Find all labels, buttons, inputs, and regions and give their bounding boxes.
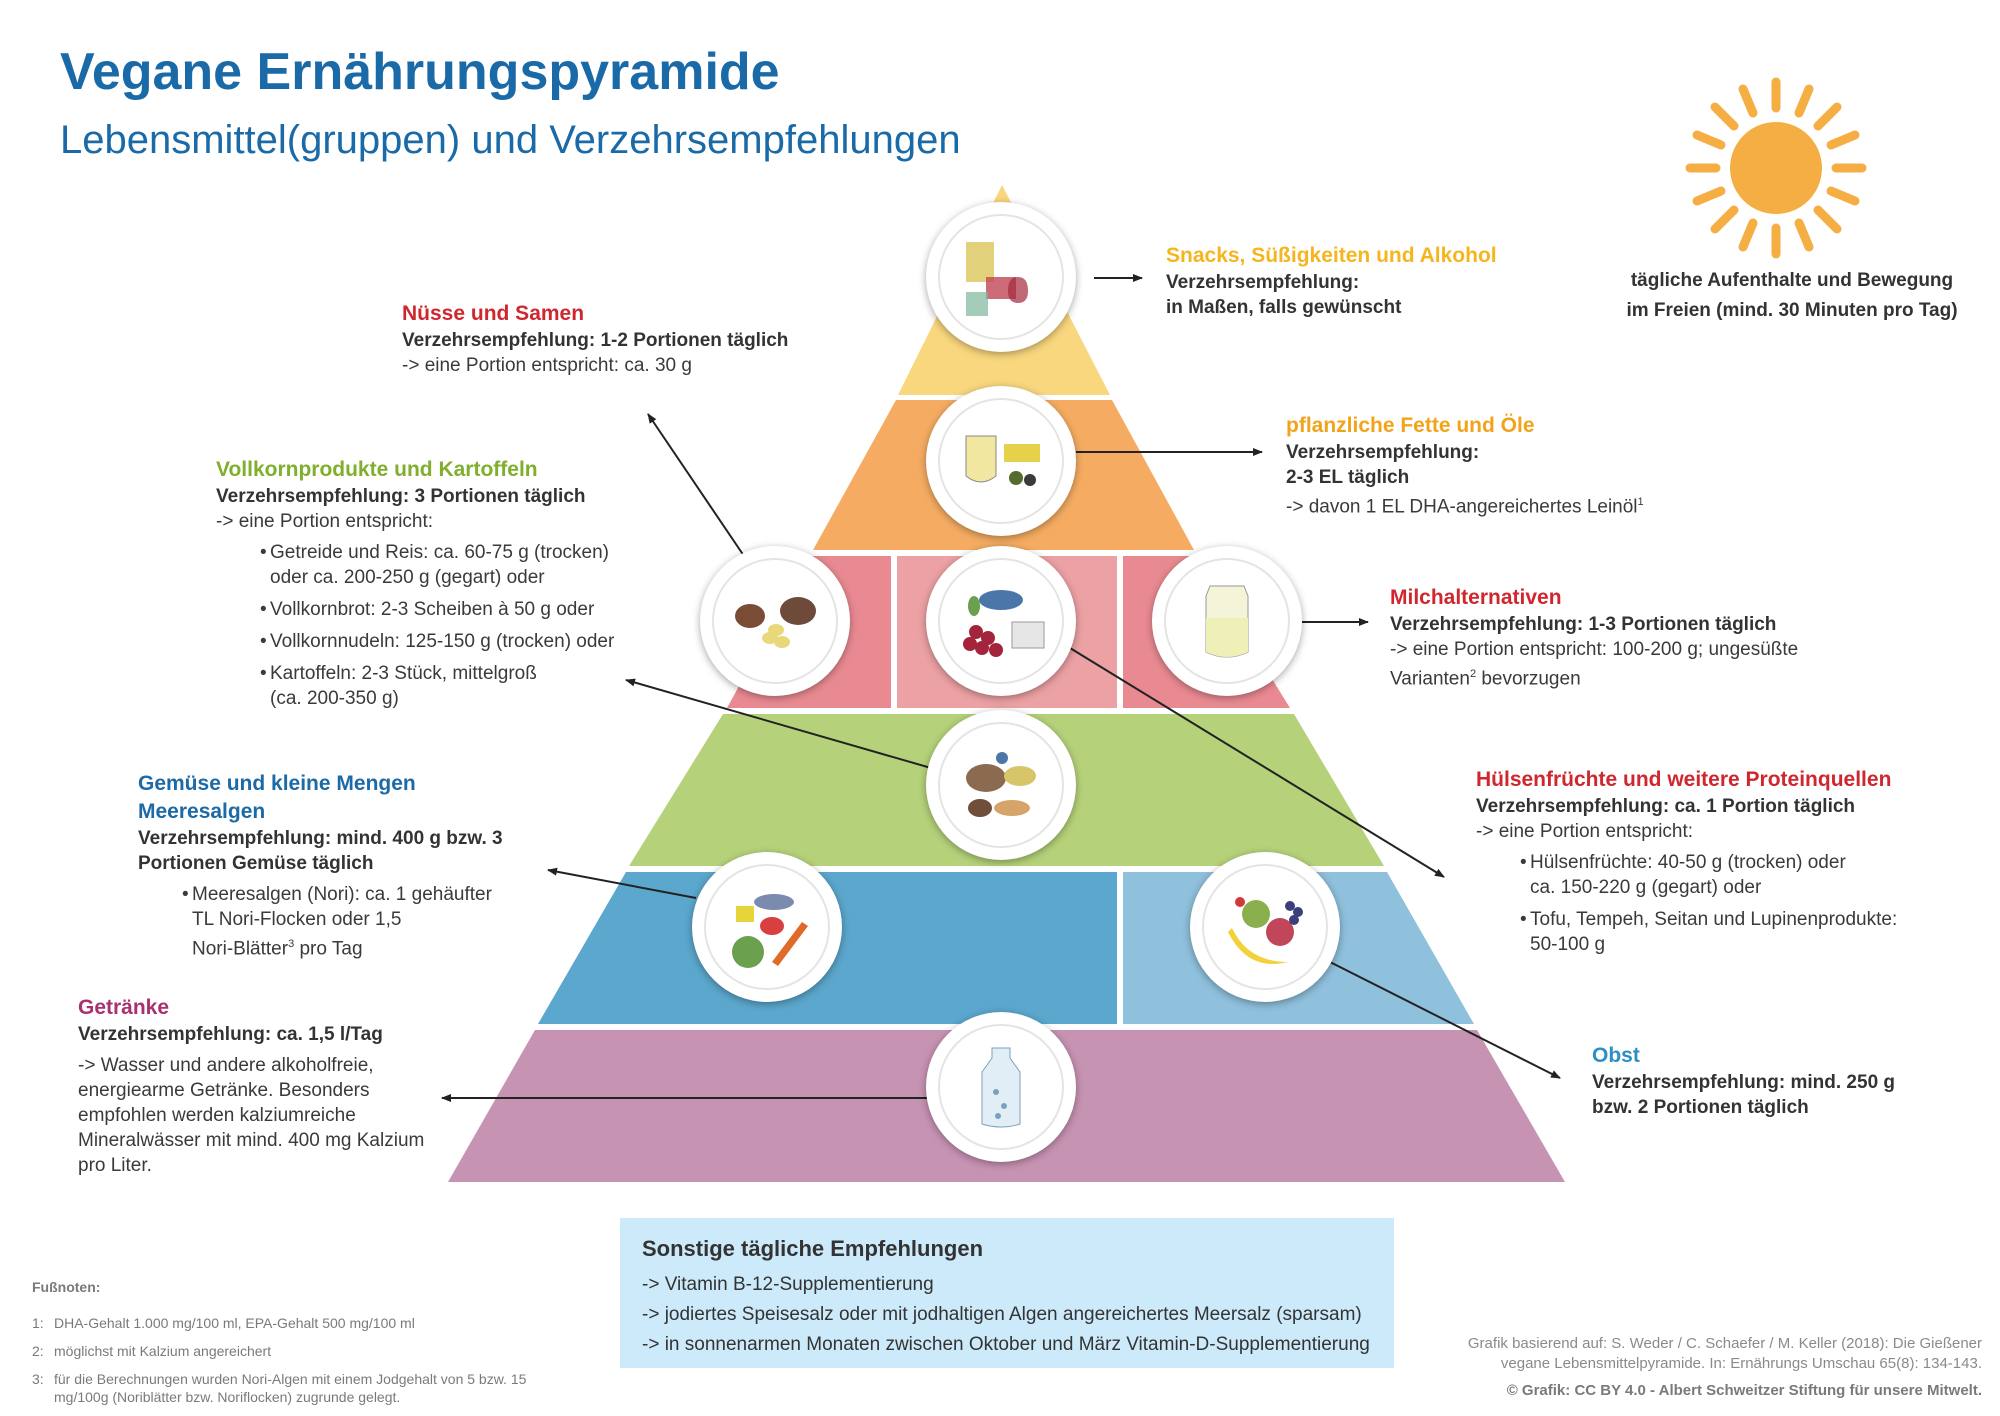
footnote-number: 1:	[32, 1315, 44, 1331]
plantmilk-plate	[1152, 546, 1302, 696]
oil-bottle-icon	[938, 398, 1064, 524]
legumes-item-1a: • Hülsenfrüchte: 40-50 g (trocken) oder	[1530, 852, 1846, 873]
legumes-item-1b: ca. 150-220 g (gegart) oder	[1530, 877, 1762, 898]
vegetables-item-c1: Nori-Blätter	[192, 938, 289, 960]
footnote-number: 2:	[32, 1343, 44, 1359]
fats-line1	[1286, 490, 1644, 519]
fats-line1-text: -> davon 1 EL DHA-angereichertes Leinöl	[1286, 496, 1638, 518]
plantmilk-line2a: Varianten	[1390, 668, 1470, 690]
footnote-text: für die Berechnungen wurden Nori-Algen mit einem Jodgehalt von 5 bzw. 15 mg/100g (Noriblätter bzw. Noriflocken) zugrunde gelegt.	[54, 1371, 527, 1405]
vegetables-icon	[704, 864, 830, 990]
footnote-number: 3:	[32, 1371, 44, 1387]
drinks-text	[78, 1053, 424, 1178]
drinks-sweets-icon	[938, 214, 1064, 340]
fruit-rec1: Verzehrsempfehlung: mind. 250 g	[1592, 1072, 1896, 1093]
grains-line1: -> eine Portion entspricht:	[216, 511, 434, 532]
nuts-icon	[712, 558, 838, 684]
legumes-rec: Verzehrsempfehlung: ca. 1 Portion täglich	[1476, 796, 1856, 817]
nuts-plate	[700, 546, 850, 696]
fats-rec: Verzehrsempfehlung:	[1286, 442, 1480, 463]
vegetables-heading2: Meeresalgen	[138, 800, 266, 823]
label-grains	[216, 456, 614, 718]
vegetables-rec1: Verzehrsempfehlung: mind. 400 g bzw. 3	[138, 828, 503, 849]
fruit-plate	[1190, 852, 1340, 1002]
list-item	[270, 597, 614, 622]
grains-item-1a: • Getreide und Reis: ca. 60-75 g (trocken)	[270, 542, 610, 563]
grains-item-2: • Vollkornbrot: 2-3 Scheiben à 50 g oder	[270, 599, 595, 620]
fats-heading: pflanzliche Fette und Öle	[1286, 414, 1535, 437]
vegetables-item-c2: pro Tag	[294, 938, 363, 960]
other-recommendation-item: -> in sonnenarmen Monaten zwischen Oktober und März Vitamin-D-Supplementierung	[642, 1334, 1370, 1355]
sun-label-line2: im Freien (mind. 30 Minuten pro Tag)	[1626, 300, 1958, 321]
grains-item-4b: (ca. 200-350 g)	[270, 688, 399, 709]
legumes-heading: Hülsenfrüchte und weitere Proteinquellen	[1476, 768, 1892, 791]
water-bottle-icon	[938, 1024, 1064, 1150]
grains-list	[216, 540, 614, 711]
label-legumes	[1476, 766, 1897, 964]
label-vegetables	[138, 770, 503, 968]
fruit-icon	[1202, 864, 1328, 990]
label-nuts	[402, 300, 788, 378]
legumes-plate	[926, 546, 1076, 696]
vegetables-item-c	[192, 932, 503, 961]
sun-label	[1612, 266, 1972, 326]
other-recommendation-item: -> jodiertes Speisesalz oder mit jodhaltigen Algen angereichertes Meersalz (sparsam)	[642, 1304, 1362, 1325]
nuts-line1: -> eine Portion entspricht: ca. 30 g	[402, 355, 692, 376]
grains-item-4a: • Kartoffeln: 2-3 Stück, mittelgroß	[270, 663, 537, 684]
drinks-heading: Getränke	[78, 996, 170, 1019]
source-citation	[1422, 1334, 1982, 1374]
plantmilk-line2b: bevorzugen	[1476, 668, 1581, 690]
vegetables-rec2: Portionen Gemüse täglich	[138, 853, 374, 874]
footnote-row	[32, 1342, 552, 1360]
nuts-heading: Nüsse und Samen	[402, 302, 585, 325]
fruit-heading: Obst	[1592, 1044, 1640, 1067]
sun-label-line1: tägliche Aufenthalte und Bewegung	[1630, 270, 1954, 291]
fruit-rec2: bzw. 2 Portionen täglich	[1592, 1097, 1809, 1118]
drinks-plate	[926, 1012, 1076, 1162]
copyright: © Grafik: CC BY 4.0 - Albert Schweitzer Stiftung für unsere Mitwelt.	[1506, 1382, 1982, 1399]
footnote-row	[32, 1370, 552, 1406]
vegetables-heading1: Gemüse und kleine Mengen	[138, 772, 416, 795]
footnote-row	[32, 1314, 552, 1332]
legumes-item-2a: • Tofu, Tempeh, Seitan und Lupinenprodukte:	[1530, 909, 1898, 930]
label-fats	[1286, 412, 1644, 519]
vegetables-item-a: • Meeresalgen (Nori): ca. 1 gehäufter	[192, 884, 492, 905]
grains-item-1b: oder ca. 200-250 g (gegart) oder	[270, 567, 545, 588]
drinks-line: -> Wasser und andere alkoholfreie,	[78, 1055, 374, 1076]
drinks-line: energiearme Getränke. Besonders	[78, 1080, 370, 1101]
list-item	[270, 661, 614, 711]
bread-icon	[938, 722, 1064, 848]
drinks-line: empfohlen werden kalziumreiche	[78, 1105, 356, 1126]
label-snacks	[1166, 242, 1497, 320]
legumes-item-2b: 50-100 g	[1530, 934, 1606, 955]
snacks-heading: Snacks, Süßigkeiten und Alkohol	[1166, 244, 1497, 267]
legumes-line1: -> eine Portion entspricht:	[1476, 821, 1694, 842]
footnote-text: möglichst mit Kalzium angereichert	[54, 1343, 272, 1359]
fats-footnote-ref: 1	[1637, 496, 1644, 508]
grains-plate	[926, 710, 1076, 860]
list-item	[192, 882, 503, 961]
sun-icon	[1690, 82, 1862, 254]
nuts-rec: Verzehrsempfehlung: 1-2 Portionen täglich	[402, 330, 789, 351]
list-item	[270, 540, 614, 590]
grains-rec: Verzehrsempfehlung: 3 Portionen täglich	[216, 486, 586, 507]
grains-item-3: • Vollkornnudeln: 125-150 g (trocken) oder	[270, 631, 615, 652]
footnotes	[32, 1278, 552, 1416]
other-recommendation-item: -> Vitamin B-12-Supplementierung	[642, 1274, 934, 1295]
source-line2: vegane Lebensmittelpyramide. In: Ernährungs Umschau 65(8): 134-143.	[1500, 1355, 1982, 1372]
vegetables-list	[138, 882, 503, 961]
milk-jug-icon	[1164, 558, 1290, 684]
plantmilk-footnote-ref: 2	[1469, 668, 1477, 680]
fats-rec2: 2-3 EL täglich	[1286, 467, 1410, 488]
vegetables-footnote-ref: 3	[288, 938, 295, 950]
drinks-line: pro Liter.	[78, 1155, 152, 1176]
fats-plate	[926, 386, 1076, 536]
footnotes-title: Fußnoten:	[32, 1279, 101, 1295]
vegetables-item-b: TL Nori-Flocken oder 1,5	[192, 909, 402, 930]
plantmilk-heading: Milchalternativen	[1390, 586, 1562, 609]
page-title: Vegane Ernährungspyramide	[60, 43, 780, 101]
label-drinks	[78, 994, 424, 1178]
snacks-plate	[926, 202, 1076, 352]
drinks-rec: Verzehrsempfehlung: ca. 1,5 l/Tag	[78, 1024, 383, 1045]
snacks-line1: in Maßen, falls gewünscht	[1166, 297, 1402, 318]
plantmilk-line1: -> eine Portion entspricht: 100-200 g; ungesüßte	[1390, 639, 1799, 660]
list-item	[270, 629, 614, 654]
label-plantmilk	[1390, 584, 1798, 691]
source-line1: Grafik basierend auf: S. Weder / C. Schaefer / M. Keller (2018): Die Gießener	[1467, 1335, 1982, 1352]
legumes-list	[1476, 850, 1897, 957]
other-recommendations-heading: Sonstige tägliche Empfehlungen	[642, 1236, 984, 1261]
footnote-text: DHA-Gehalt 1.000 mg/100 ml, EPA-Gehalt 500 mg/100 ml	[54, 1315, 415, 1331]
list-item	[1530, 907, 1897, 957]
arrow-nuts	[648, 414, 744, 556]
other-recommendations-box	[620, 1218, 1394, 1368]
grains-heading: Vollkornprodukte und Kartoffeln	[216, 458, 538, 481]
plantmilk-line2	[1390, 662, 1798, 691]
label-fruit	[1592, 1042, 1895, 1120]
beans-icon	[938, 558, 1064, 684]
page-subtitle: Lebensmittel(gruppen) und Verzehrsempfehlungen	[60, 118, 961, 162]
plantmilk-rec: Verzehrsempfehlung: 1-3 Portionen täglich	[1390, 614, 1777, 635]
vegetables-plate	[692, 852, 842, 1002]
snacks-rec: Verzehrsempfehlung:	[1166, 272, 1360, 293]
list-item	[1530, 850, 1897, 900]
drinks-line: Mineralwässer mit mind. 400 mg Kalzium	[78, 1130, 425, 1151]
